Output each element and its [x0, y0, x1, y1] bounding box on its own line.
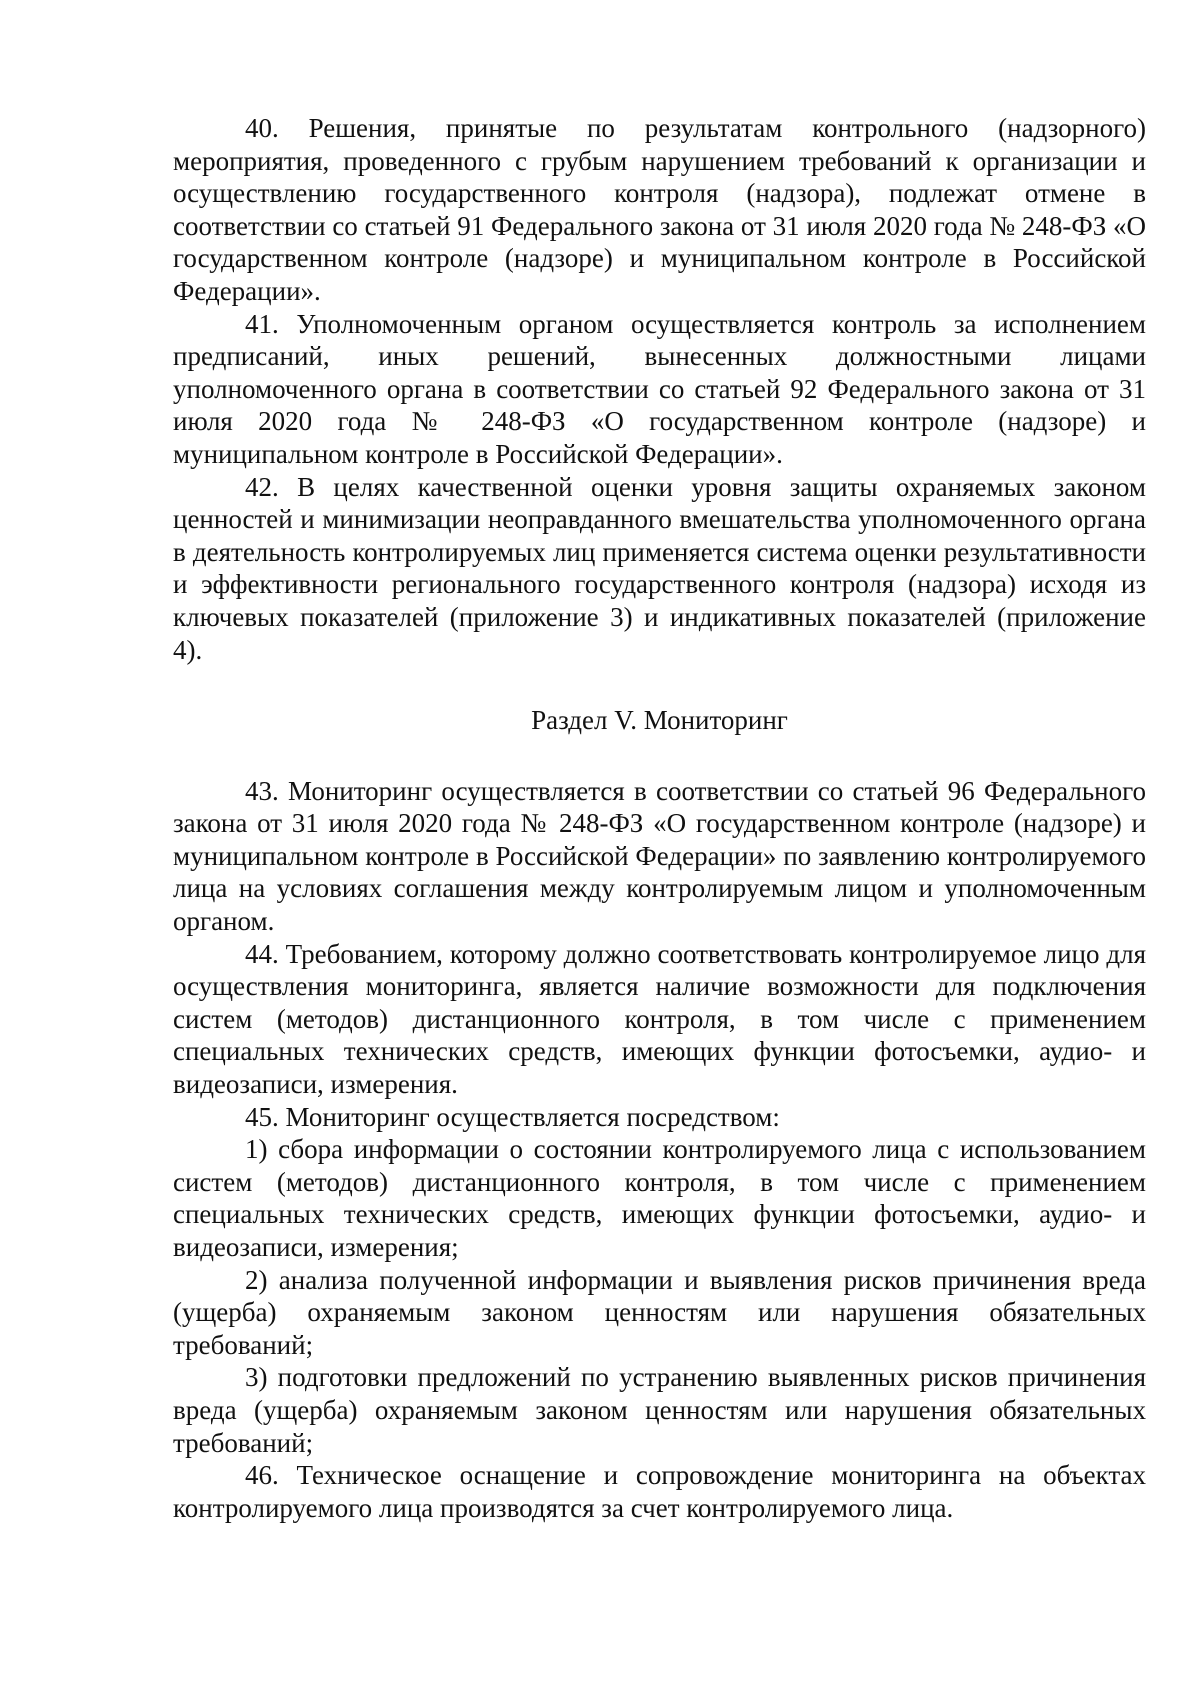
list-item-2: 2) анализа полученной информации и выявления рисков причинения вреда (ущерба) охраняемым законом ценностям или нарушения обязательных требований;: [173, 1264, 1146, 1360]
paragraph-41: 41. Уполномоченным органом осуществляется контроль за исполнением предписаний, иных решений, вынесенных должностными лицами уполномоченного органа в соответствии со статьей 92 Федерального закона от 31 июля 2020 года № 248-ФЗ «О государственном контроле (надзоре) и муниципальном контроле в Российской Федерации».: [173, 308, 1146, 469]
paragraph-42: 42. В целях качественной оценки уровня защиты охраняемых законом ценностей и минимизации неоправданного вмешательства уполномоченного органа в деятельность контролируемых лиц применяется система оценки результативности и эффективности регионального государственного контроля (надзора) исходя из ключевых показателей (приложение 3) и индикативных показателей (приложение 4).: [173, 471, 1146, 665]
document-body: [173, 112, 1146, 1524]
paragraph-45: 45. Мониторинг осуществляется посредством:: [245, 1101, 780, 1132]
paragraph-44: 44. Требованием, которому должно соответствовать контролируемое лицо для осуществления мониторинга, является наличие возможности для подключения систем (методов) дистанционного контроля, в том числе с применением специальных технических средств, имеющих функции фотосъемки, аудио- и видеозаписи, измерения.: [173, 938, 1146, 1100]
section-heading: Раздел V. Мониторинг: [531, 705, 788, 736]
paragraph-46: 46. Техническое оснащение и сопровождение мониторинга на объектах контролируемого лица производятся за счет контролируемого лица.: [173, 1460, 1146, 1523]
paragraph-40: 40. Решения, принятые по результатам контрольного (надзорного) мероприятия, проведенного с грубым нарушением требований к организации и осуществлению государственного контроля (надзора), подлежат отмене в соответствии со статьей 91 Федерального закона от 31 июля 2020 года № 248-ФЗ «О государственном контроле (надзоре) и муниципальном контроле в Российской Федерации».: [173, 113, 1146, 306]
list-item-1: 1) сбора информации о состоянии контролируемого лица с использованием систем (методов) дистанционного контроля, в том числе с применением специальных технических средств, имеющих функции фотосъемки, аудио- и видеозаписи, измерения;: [173, 1134, 1146, 1262]
paragraph-43: 43. Мониторинг осуществляется в соответствии со статьей 96 Федерального закона от 31 июля 2020 года № 248-ФЗ «О государственном контроле (надзоре) и муниципальном контроле в Российской Федерации» по заявлению контролируемого лица на условиях соглашения между контролируемым лицом и уполномоченным органом.: [173, 775, 1146, 937]
list-item-3: 3) подготовки предложений по устранению выявленных рисков причинения вреда (ущерба) охраняемым законом ценностям или нарушения обязательных требований;: [173, 1362, 1146, 1458]
